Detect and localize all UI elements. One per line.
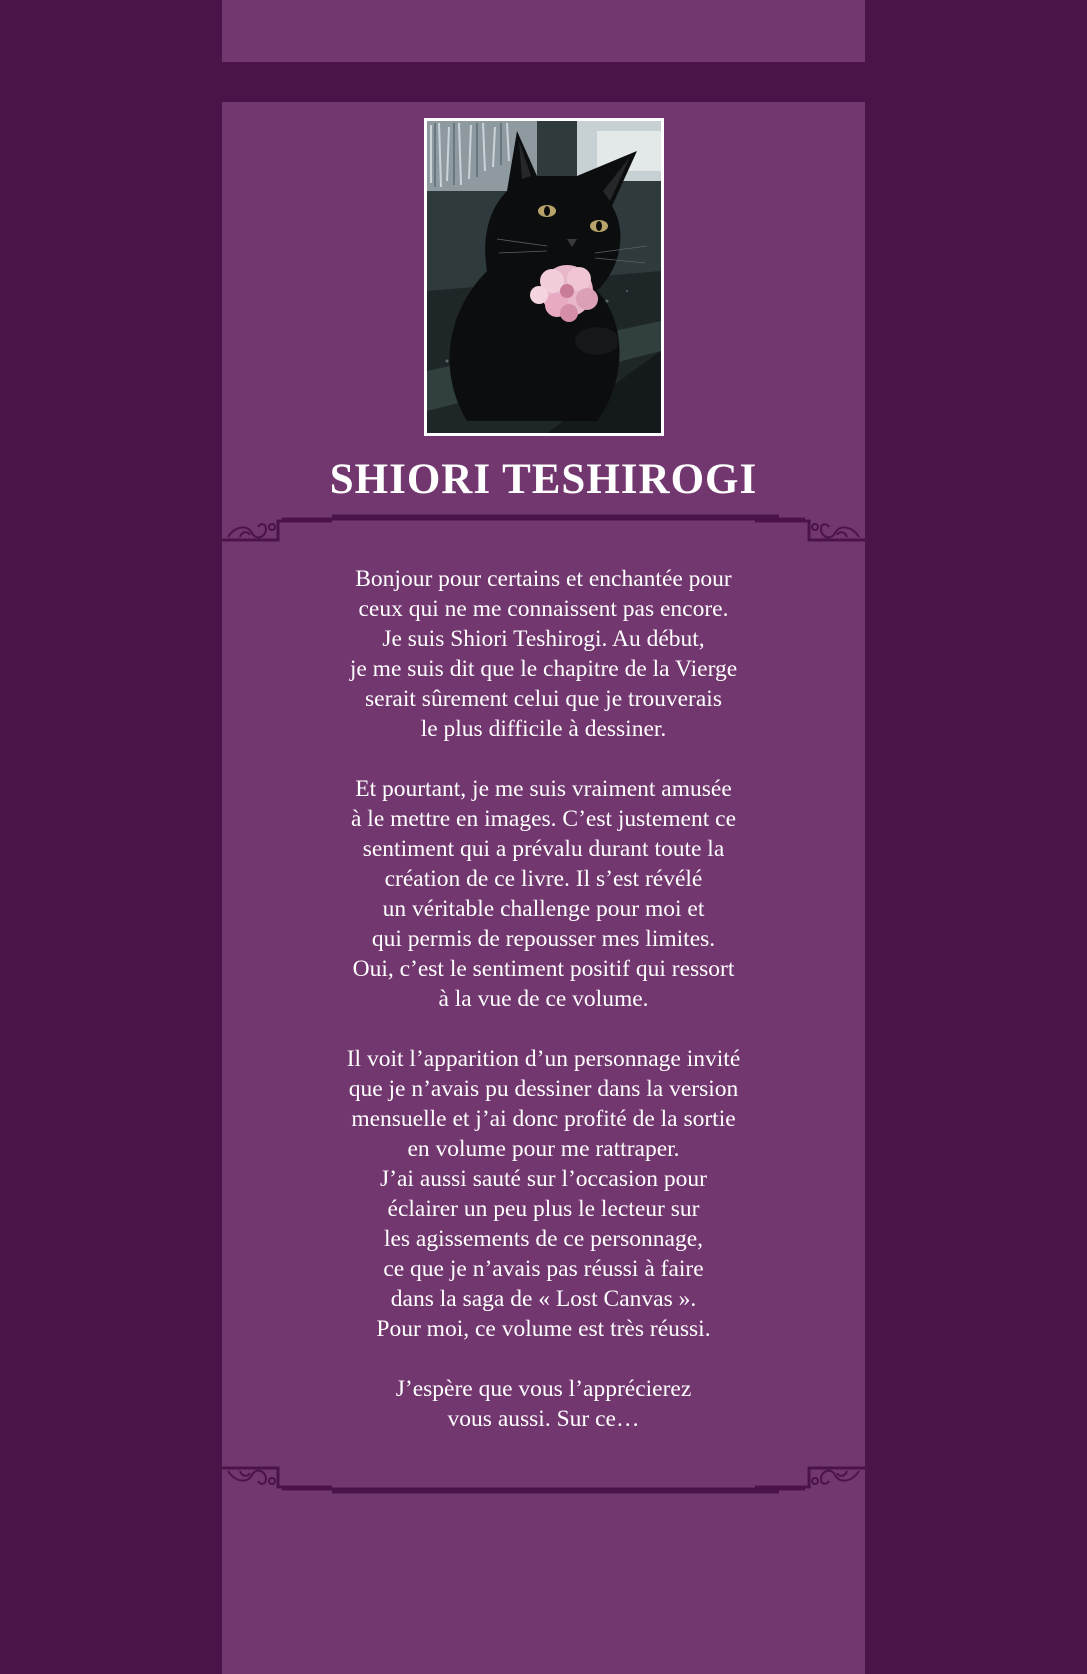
message-line: je me suis dit que le chapitre de la Vierge <box>349 656 738 682</box>
right-margin-band <box>865 0 1087 1674</box>
message-line: Pour moi, ce volume est très réussi. <box>376 1316 711 1342</box>
message-line: un véritable challenge pour moi et <box>382 896 705 922</box>
message-line: le plus difficile à dessiner. <box>420 716 667 742</box>
message-line: vous aussi. Sur ce… <box>447 1406 640 1432</box>
message-paragraph-3 <box>252 1044 835 1344</box>
message-line: que je n’avais pu dessiner dans la version <box>348 1076 739 1102</box>
author-message <box>252 564 835 1464</box>
message-line: en volume pour me rattraper. <box>407 1136 680 1162</box>
message-paragraph-1 <box>252 564 835 744</box>
left-margin-band <box>0 0 222 1674</box>
message-line: ce que je n’avais pas réussi à faire <box>383 1256 704 1282</box>
message-line: J’espère que vous l’apprécierez <box>395 1376 692 1402</box>
message-line: J’ai aussi sauté sur l’occasion pour <box>380 1166 707 1192</box>
message-line: serait sûrement celui que je trouverais <box>365 686 722 712</box>
message-paragraph-2 <box>252 774 835 1014</box>
top-ornamental-divider <box>222 513 865 545</box>
message-paragraph-4 <box>252 1374 835 1434</box>
message-line: Et pourtant, je me suis vraiment amusée <box>355 776 732 802</box>
message-line: Je suis Shiori Teshirogi. Au début, <box>382 626 705 652</box>
message-line: Oui, c’est le sentiment positif qui ressort <box>352 956 735 982</box>
message-line: à le mettre en images. C’est justement ce <box>351 806 736 832</box>
author-photo <box>424 118 664 436</box>
message-line: mensuelle et j’ai donc profité de la sortie <box>351 1106 736 1132</box>
message-line: Bonjour pour certains et enchantée pour <box>355 566 732 592</box>
message-line: Il voit l’apparition d’un personnage invité <box>346 1046 741 1072</box>
message-line: qui permis de repousser mes limites. <box>371 926 716 952</box>
header-band <box>222 62 865 102</box>
message-line: les agissements de ce personnage, <box>383 1226 704 1252</box>
message-line: à la vue de ce volume. <box>438 986 649 1012</box>
message-line: sentiment qui a prévalu durant toute la <box>362 836 725 862</box>
message-line: création de ce livre. Il s’est révélé <box>384 866 703 892</box>
message-line: ceux qui ne me connaissent pas encore. <box>358 596 729 622</box>
author-name-heading: SHIORI TESHIROGI <box>329 456 758 503</box>
page-column <box>222 0 865 1674</box>
message-line: éclairer un peu plus le lecteur sur <box>387 1196 700 1222</box>
message-line: dans la saga de « Lost Canvas ». <box>390 1286 697 1312</box>
bottom-ornamental-divider <box>222 1463 865 1495</box>
